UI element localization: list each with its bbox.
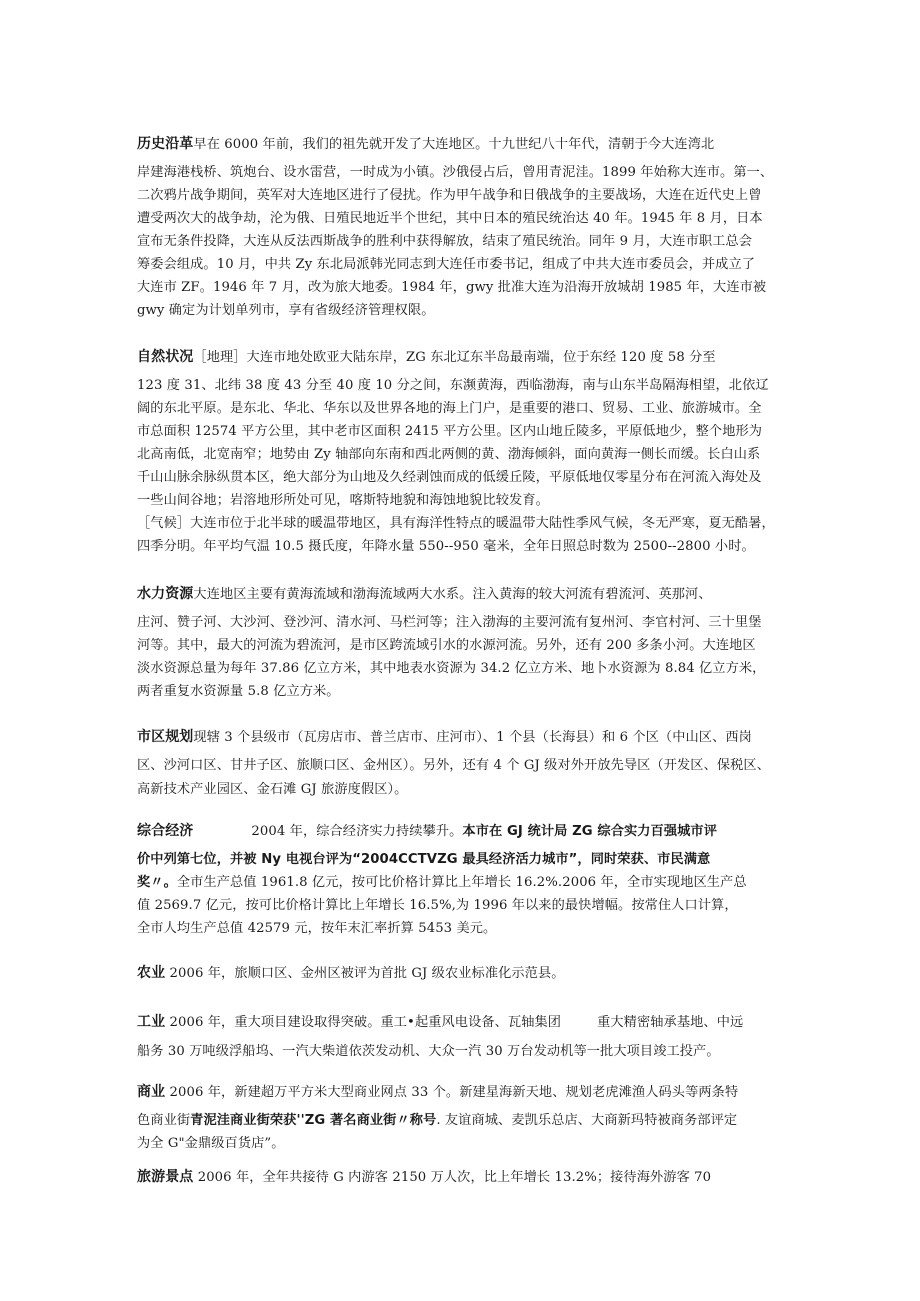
history-line-2: 岸建海港栈桥、筑炮台、设水雷营，一时成为小镇。沙俄侵占后，曾用青泥洼。1899 年始称大连市。第一、	[137, 165, 774, 180]
tourism-text: 2006 年，全年共接待 G 内游客 2150 万人次，比上年增长 13.2%；接待海外游客 70	[193, 1170, 712, 1185]
commerce-line-3: 为全 G"金鼎级百货店”。	[137, 1136, 285, 1151]
water-line-4: 淡水资源总量为每年 37.86 亿立方米，其中地表水资源为 34.2 亿立方米、地卜水资源为 8.84 亿立方米，	[137, 661, 766, 676]
planning-heading: 市区规划	[137, 729, 194, 745]
nature-heading: 自然状况	[137, 349, 194, 365]
history-line-6: 筹委会组成。10 月，中共 Zy 东北局派韩光同志到大连任市委书记，组成了中共大连市委员会，并成立了	[137, 257, 756, 272]
economy-line-4: 值 2569.7 亿元，按可比价格计算比上年增长 16.5%,为 1996 年以来的最快增幅。按常住人口计算，	[137, 898, 738, 913]
nature-line-8: ［气候］大连市位于北半球的暖温带地区，具有海洋性特点的暖温带大陆性季风气候，冬无严寒，夏无酷暑，	[137, 516, 775, 531]
commerce-line-1	[137, 1082, 797, 1103]
economy-highlight: 本市在 GJ 统计局 ZG 综合实力百强城市评	[462, 824, 717, 839]
history-line-5: 宣布无条件投降，大连从反法西斯战争的胜利中获得解放，结束了殖民统治。同年 9 月，大连市职工总会	[137, 234, 753, 249]
economy-line-5: 全市人均生产总值 42579 元，按年末汇率折算 5453 美元。	[137, 921, 497, 936]
commerce-line-2	[137, 1111, 797, 1131]
history-line-1	[137, 134, 797, 155]
agriculture-line	[137, 963, 797, 984]
planning-line-3: 高新技术产业园区、金石滩 GJ 旅游度假区）。	[137, 782, 408, 797]
history-line-7: 大连市 ZF。1946 年 7 月，改为旅大地委。1984 年，gwy 批准大连为沿海开放城胡 1985 年，大连市被	[137, 280, 767, 295]
history-line-4: 遭受两次大的战争劫，沦为俄、日殖民地近半个世纪，其中日本的殖民统治达 40 年。1945 年 8 月，日本	[137, 211, 763, 226]
water-heading: 水力资源	[137, 586, 194, 602]
industry-heading: 工业	[137, 1014, 166, 1030]
nature-line-1	[137, 347, 797, 368]
industry-text-b: 重大精密轴承基地、中远	[597, 1015, 744, 1030]
nature-line-3: 阔的东北平原。是东北、华北、华东以及世界各地的海上门户，是重要的港口、贸易、工业、旅游城市。全	[137, 401, 762, 416]
history-heading: 历史沿革	[137, 136, 194, 152]
economy-line-1	[137, 821, 797, 842]
nature-line-6: 千山山脉余脉纵贯本区，绝大部分为山地及久经剥蚀而成的低缓丘陵，平原低地仅零星分布在河流入海处及	[137, 470, 762, 485]
economy-heading: 综合经济	[137, 823, 194, 839]
commerce-street-award: 青泥洼商业街荣获''ZG 著名商业街〃称号	[190, 1113, 437, 1128]
water-line-2: 庄河、赞子河、大沙河、登沙河、清水河、马栏河等；注入渤海的主要河流有复州河、李官村河、三十里堡	[137, 615, 762, 630]
economy-gdp: 全市生产总值 1961.8 亿元，按可比价格计算比上年增长 16.2%.2006 年，全市实现地区生产总	[176, 875, 747, 890]
nature-line-2: 123 度 31、北纬 38 度 43 分至 40 度 10 分之间，东濒黄海，西临渤海，南与山东半岛隔海相望，北依辽	[137, 378, 769, 393]
economy-award: 奖〃。	[137, 875, 177, 890]
planning-text: 现辖 3 个县级市（瓦房店市、普兰店市、庄河市）、1 个县（长海县）和 6 个区（中山区、西岗	[193, 730, 752, 745]
economy-line-2: 价中列第七位，并被 Ny 电视台评为“2004CCTVZG 最具经济活力城市”，同时荣获、市民满意	[137, 852, 711, 867]
commerce-stores: . 友谊商城、麦凯乐总店、大商新玛特被商务部评定	[436, 1113, 738, 1128]
agriculture-heading: 农业	[137, 965, 166, 981]
economy-line-3	[137, 873, 797, 893]
history-text: 早在 6000 年前，我们的祖先就开发了大连地区。十九世纪八十年代，清朝于今大连湾北	[193, 137, 715, 152]
planning-line-1	[137, 727, 797, 748]
nature-text: ［地理］大连市地处欧亚大陆东岸，ZG 东北辽东半岛最南端，位于东经 120 度 58 分至	[193, 350, 716, 365]
planning-line-2: 区、沙河口区、甘井子区、旅顺口区、金州区）。另外，还有 4 个 GJ 级对外开放先导区（开发区、保税区、	[137, 758, 771, 773]
nature-line-5: 北高南低，北宽南窄；地势由 Zy 轴部向东南和西北两侧的黄、渤海倾斜，面向黄海一侧长而缓。长白山系	[137, 447, 761, 462]
water-line-5: 两者重复水资源量 5.8 亿立方米。	[137, 684, 340, 699]
commerce-street-prefix: 色商业街	[137, 1113, 191, 1128]
industry-text-a: 2006 年，重大项目建设取得突破。重工•起重风电设备、瓦轴集团	[165, 1015, 562, 1030]
commerce-heading: 商业	[137, 1084, 166, 1100]
history-line-8: gwy 确定为计划单列市，享有省级经济管理权限。	[137, 303, 435, 318]
nature-line-4: 市总面积 12574 平方公里，其中老市区面积 2415 平方公里。区内山地丘陵多，平原低地少，整个地形为	[137, 424, 763, 439]
nature-line-7: 一些山间谷地；岩溶地形所处可见，喀斯特地貌和海蚀地貌比较发育。	[137, 493, 549, 508]
water-line-3: 河等。其中，最大的河流为碧流河，是市区跨流域引水的水源河流。另外，还有 200 多条小河。大连地区	[137, 638, 756, 653]
agriculture-text: 2006 年，旅顺口区、金州区被评为首批 GJ 级农业标准化示范县。	[165, 966, 565, 981]
history-line-3: 二次鸦片战争期间，英军对大连地区进行了侵扰。作为甲午战争和日俄战争的主要战场，大连在近代史上曾	[137, 188, 762, 203]
industry-line-2: 船务 30 万吨级浮船坞、一汽大柴道依茨发动机、大众一汽 30 万台发动机等一批大项目竣工投产。	[137, 1044, 720, 1059]
commerce-text: 2006 年，新建超万平方米大型商业网点 33 个。新建星海新天地、规划老虎滩渔人码头等两条特	[165, 1085, 739, 1100]
water-text: 大连地区主要有黄海流域和渤海流域两大水系。注入黄海的较大河流有碧流河、英那河、	[193, 587, 712, 602]
tourism-heading: 旅游景点	[137, 1169, 194, 1185]
economy-intro: 2004 年，综合经济实力持续攀升。	[251, 824, 463, 839]
industry-line-1	[137, 1012, 797, 1033]
water-line-1	[137, 584, 797, 605]
tourism-line	[137, 1167, 797, 1188]
nature-line-9: 四季分明。年平均气温 10.5 摄氏度，年降水量 550--950 毫米，全年日照总时数为 2500--2800 小时。	[137, 539, 755, 554]
